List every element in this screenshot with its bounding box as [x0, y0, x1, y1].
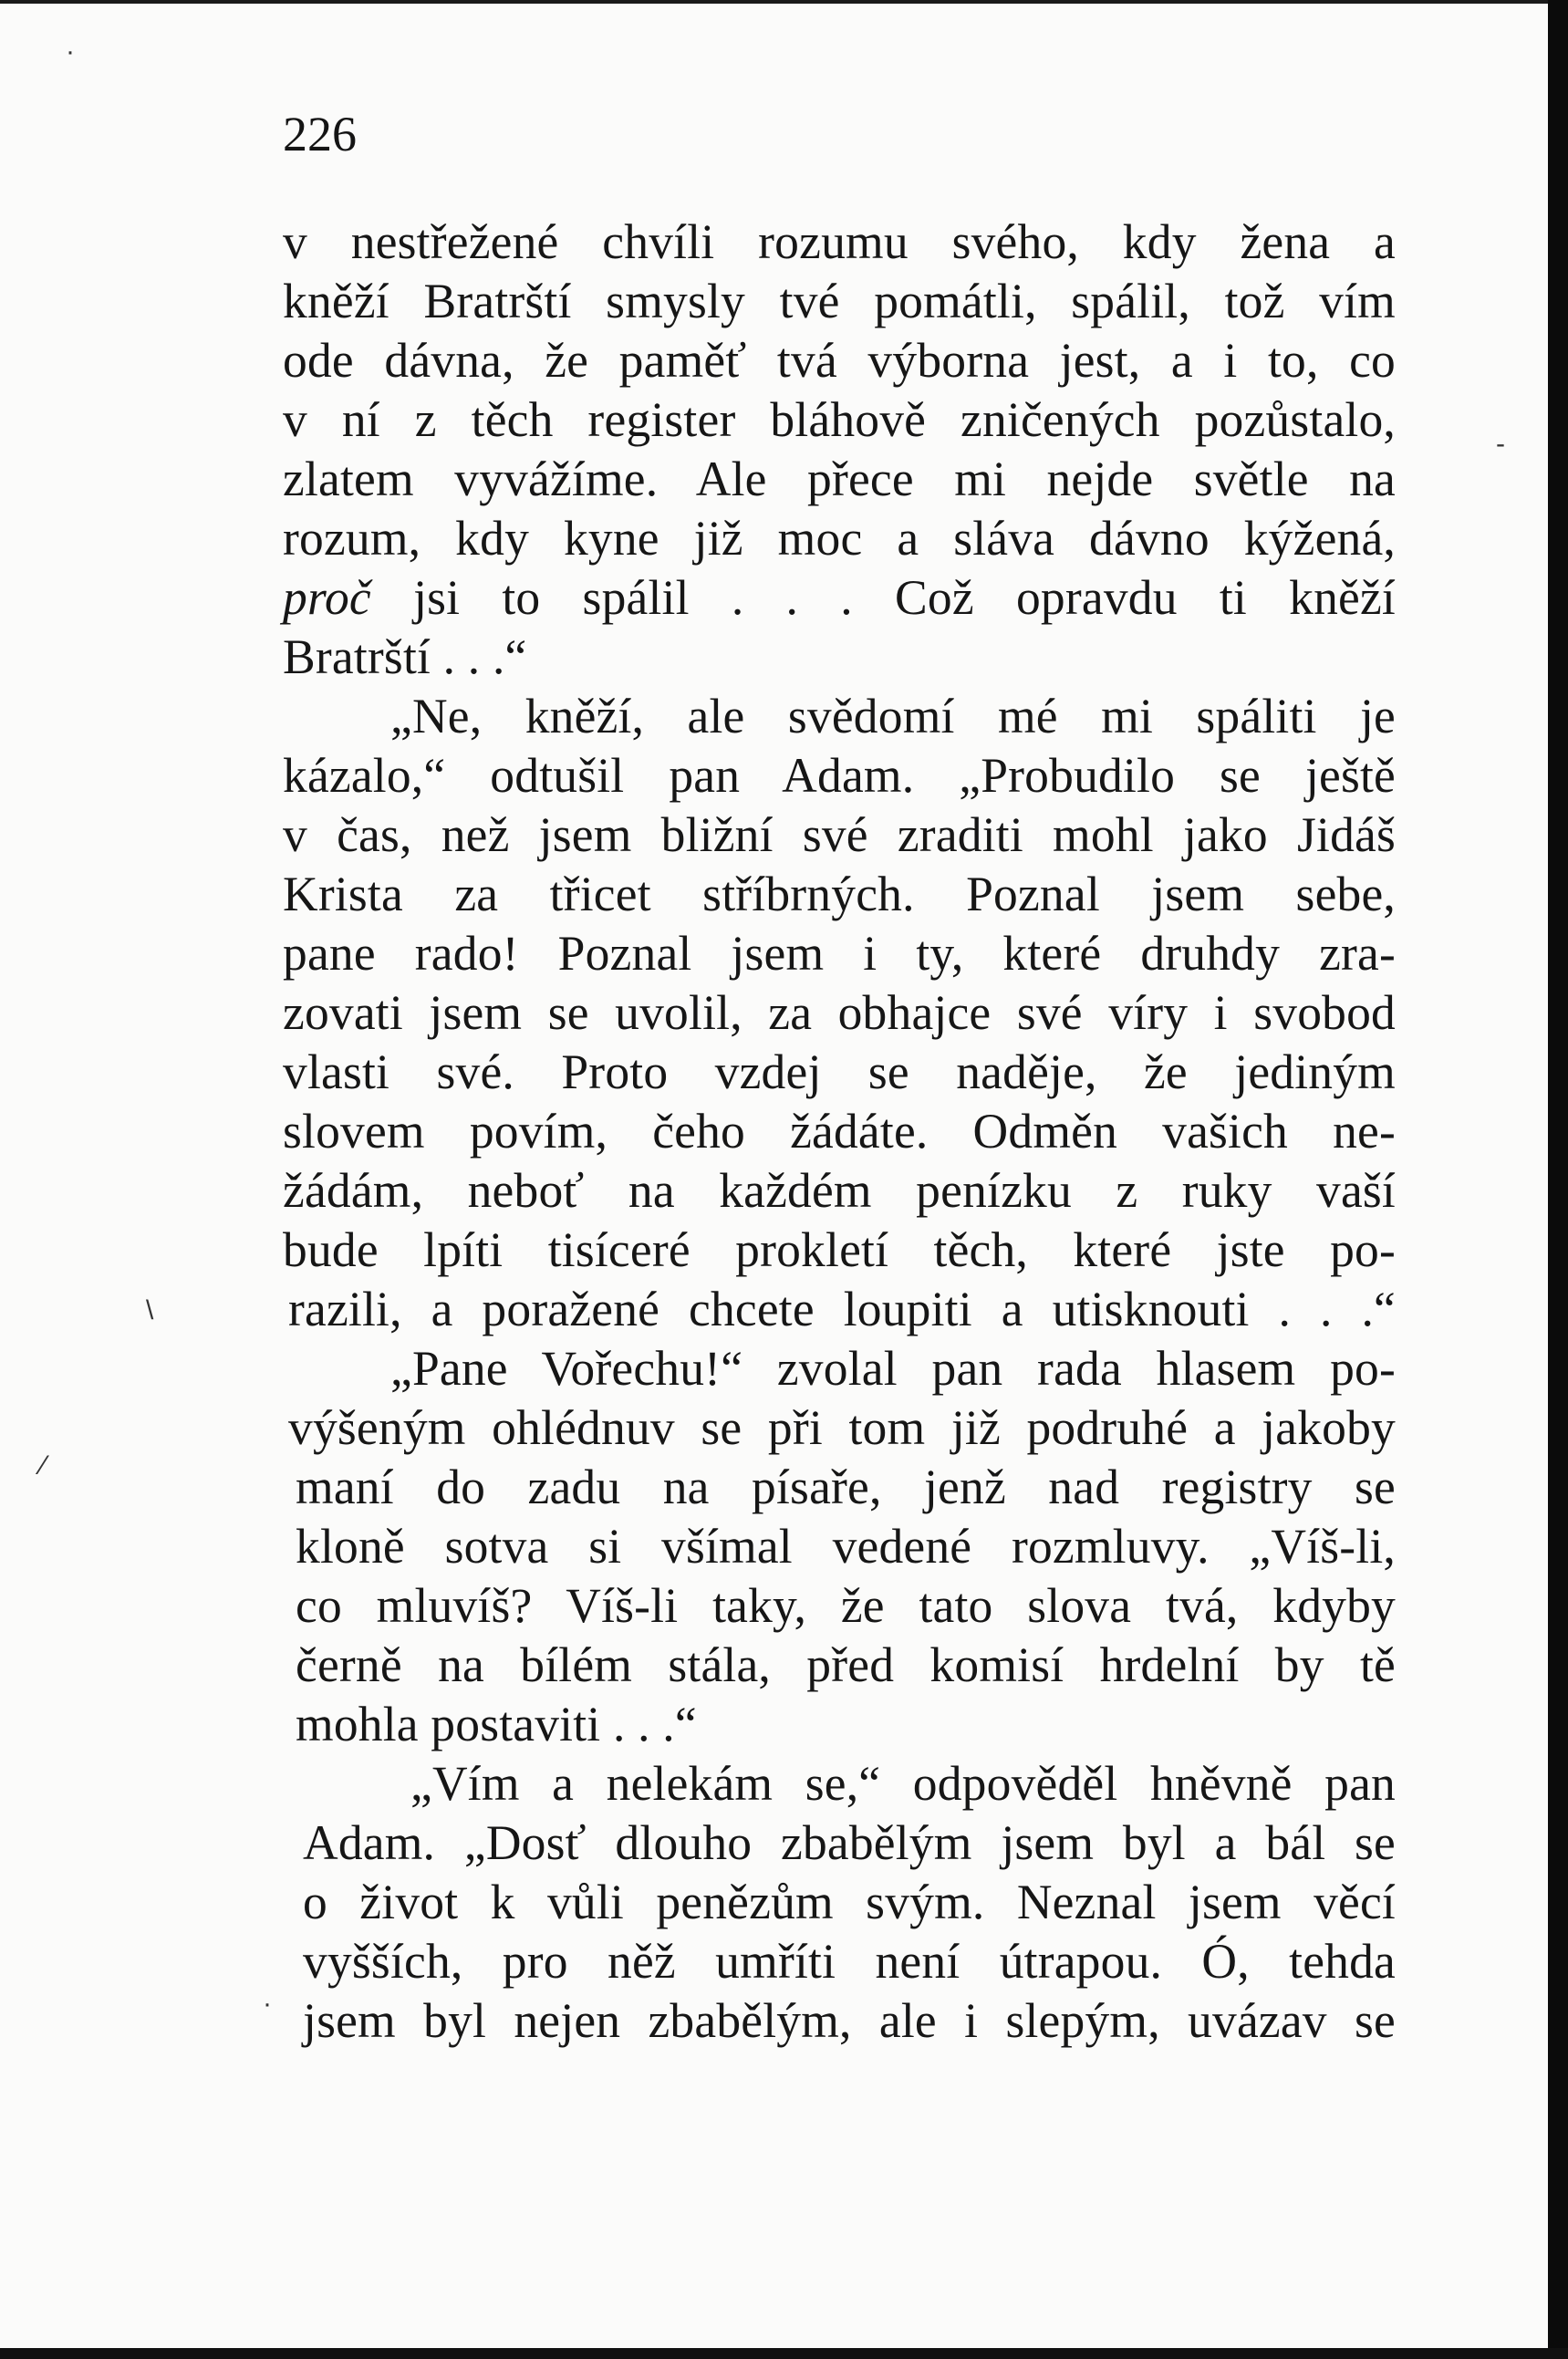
text-line: vlasti své. Proto vzdej se naděje, že jediným: [283, 1044, 1396, 1099]
text-line: černě na bílém stála, před komisí hrdelní by tě: [296, 1637, 1396, 1692]
text-line-with-emphasis: [283, 568, 1396, 628]
scan-edge-bottom: [0, 2348, 1568, 2359]
text-line: žádám, neboť na každém penízku z ruky vaší: [283, 1163, 1396, 1218]
scan-edge-top: [0, 0, 1568, 4]
text-line: Bratrští . . .“: [283, 629, 527, 684]
text-line: v nestřežené chvíli rozumu svého, kdy žena a: [283, 214, 1396, 269]
text-line: o život k vůli penězům svým. Neznal jsem věcí: [303, 1875, 1396, 1929]
scan-speck: -: [1496, 429, 1505, 459]
scan-speck: ·: [66, 36, 75, 67]
paragraph-start-line: „Pane Vořechu!“ zvolal pan rada hlasem po-: [390, 1341, 1396, 1396]
text-line-rest: jsi to spálil . . . Což opravdu ti kněží: [413, 570, 1396, 625]
text-line: jsem byl nejen zbabělým, ale i slepým, uvázav se: [303, 1993, 1396, 2048]
text-line: Adam. „Dosť dlouho zbabělým jsem byl a bál se: [303, 1815, 1396, 1870]
scan-speck: ·: [263, 1989, 272, 2019]
paragraph-start-line: „Vím a nelekám se,“ odpověděl hněvně pan: [410, 1756, 1396, 1811]
text-line: slovem povím, čeho žádáte. Odměn vašich ne-: [283, 1104, 1396, 1159]
page-number: 226: [283, 107, 357, 161]
text-line: ode dávna, že paměť tvá výborna jest, a i to, co: [283, 333, 1396, 388]
scan-speck: \: [146, 1295, 154, 1325]
text-line: kloně sotva si všímal vedené rozmluvy. „Víš-li,: [296, 1519, 1396, 1574]
paragraph-start-line: „Ne, kněží, ale svědomí mé mi spáliti je: [390, 689, 1396, 743]
text-line: pane rado! Poznal jsem i ty, které druhdy zra-: [283, 926, 1396, 981]
text-line: co mluvíš? Víš-li taky, že tato slova tvá, kdyby: [296, 1578, 1396, 1633]
text-line: zlatem vyvážíme. Ale přece mi nejde světle na: [283, 452, 1396, 506]
text-line: razili, a poražené chcete loupiti a utisknouti . . .“: [288, 1282, 1396, 1336]
text-line: kněží Bratrští smysly tvé pomátli, spálil, tož vím: [283, 274, 1396, 328]
text-line: v ní z těch register bláhově zničených pozůstalo,: [283, 392, 1396, 447]
text-line: výšeným ohlédnuv se při tom již podruhé a jakoby: [288, 1400, 1396, 1455]
text-line: v čas, než jsem bližní své zraditi mohl jako Jidáš: [283, 807, 1396, 862]
text-line: rozum, kdy kyne již moc a sláva dávno kýžená,: [283, 511, 1396, 566]
text-line: vyšších, pro něž umříti není útrapou. Ó, tehda: [303, 1934, 1396, 1989]
body-text: [283, 213, 1396, 2051]
scan-edge-right: [1548, 0, 1568, 2359]
text-line: maní do zadu na písaře, jenž nad registry se: [296, 1460, 1396, 1514]
text-line: mohla postaviti . . .“: [296, 1697, 697, 1751]
text-line: zovati jsem se uvolil, za obhajce své víry i svobod: [283, 985, 1396, 1040]
text-line: kázalo,“ odtušil pan Adam. „Probudilo se ještě: [283, 748, 1396, 803]
emphasized-word: proč: [283, 570, 371, 625]
text-line: Krista za třicet stříbrných. Poznal jsem sebe,: [283, 867, 1396, 921]
text-line: bude lpíti tisíceré prokletí těch, které jste po-: [283, 1222, 1396, 1277]
scan-speck: ⁄: [41, 1450, 47, 1481]
